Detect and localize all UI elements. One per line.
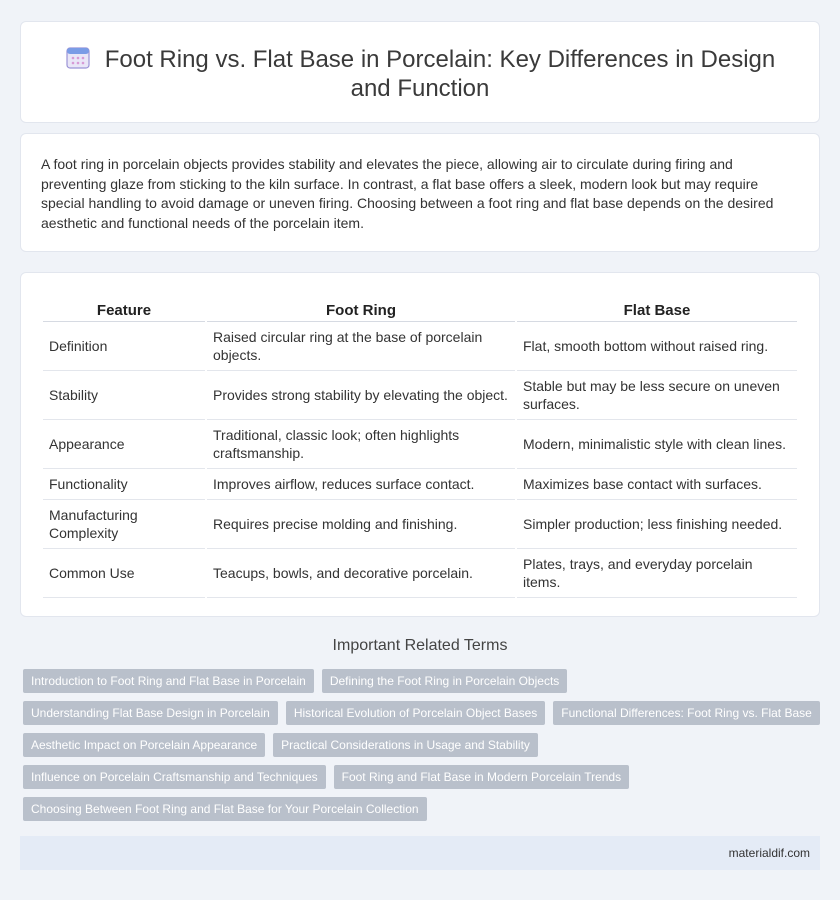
table-cell-flat-base: Stable but may be less secure on uneven surfaces. <box>517 371 797 420</box>
header-flat-base: Flat Base <box>517 297 797 322</box>
table-header-row <box>43 297 797 322</box>
footer <box>20 836 820 870</box>
related-terms-title: Important Related Terms <box>332 637 508 654</box>
table-cell-feature: Manufacturing Complexity <box>43 500 205 549</box>
table-cell-feature: Stability <box>43 371 205 420</box>
tag-row <box>23 797 823 821</box>
table-row <box>43 322 797 371</box>
table-row <box>43 371 797 420</box>
comparison-table-card <box>20 272 820 617</box>
related-term-tag[interactable]: Introduction to Foot Ring and Flat Base in Porcelain <box>23 669 314 693</box>
related-term-tag[interactable]: Choosing Between Foot Ring and Flat Base for Your Porcelain Collection <box>23 797 427 821</box>
table-row <box>43 420 797 469</box>
calendar-icon <box>65 44 91 70</box>
table-row <box>43 469 797 500</box>
header-card <box>20 21 820 123</box>
related-term-tag[interactable]: Historical Evolution of Porcelain Object Bases <box>286 701 545 725</box>
tag-row <box>23 765 823 789</box>
intro-card <box>20 133 820 252</box>
related-term-tag[interactable]: Understanding Flat Base Design in Porcelain <box>23 701 278 725</box>
table-row <box>43 549 797 598</box>
page-title: Foot Ring vs. Flat Base in Porcelain: Key Differences in Design and Function <box>104 46 776 102</box>
related-term-tag[interactable]: Functional Differences: Foot Ring vs. Flat Base <box>553 701 820 725</box>
header-foot-ring: Foot Ring <box>207 297 515 322</box>
table-cell-feature: Common Use <box>43 549 205 598</box>
footer-site-link[interactable]: materialdif.com <box>728 846 810 860</box>
table-cell-flat-base: Flat, smooth bottom without raised ring. <box>517 322 797 371</box>
table-cell-foot-ring: Improves airflow, reduces surface contact. <box>207 469 515 500</box>
table-cell-foot-ring: Provides strong stability by elevating the object. <box>207 371 515 420</box>
comparison-table <box>41 297 799 598</box>
related-term-tag[interactable]: Defining the Foot Ring in Porcelain Objects <box>322 669 567 693</box>
intro-paragraph: A foot ring in porcelain objects provides stability and elevates the piece, allowing air to circulate during firing and preventing glaze from sticking to the kiln surface. In contrast, a flat base offers a sleek, modern look but may require special handling to avoid damage or uneven firing. Choosing between a foot ring and flat base depends on the desired aesthetic and functional needs of the porcelain item. <box>41 156 774 231</box>
related-term-tag[interactable]: Aesthetic Impact on Porcelain Appearance <box>23 733 265 757</box>
table-cell-flat-base: Simpler production; less finishing needed. <box>517 500 797 549</box>
table-cell-feature: Appearance <box>43 420 205 469</box>
table-cell-flat-base: Maximizes base contact with surfaces. <box>517 469 797 500</box>
related-term-tag[interactable]: Foot Ring and Flat Base in Modern Porcelain Trends <box>334 765 629 789</box>
tag-row <box>23 669 823 693</box>
table-cell-foot-ring: Traditional, classic look; often highlights craftsmanship. <box>207 420 515 469</box>
table-cell-foot-ring: Requires precise molding and finishing. <box>207 500 515 549</box>
table-cell-foot-ring: Raised circular ring at the base of porcelain objects. <box>207 322 515 371</box>
header-feature: Feature <box>43 297 205 322</box>
table-cell-flat-base: Modern, minimalistic style with clean lines. <box>517 420 797 469</box>
tag-row <box>23 701 823 725</box>
tag-row <box>23 733 823 757</box>
page-title-wrap <box>51 44 789 103</box>
table-cell-foot-ring: Teacups, bowls, and decorative porcelain. <box>207 549 515 598</box>
related-term-tag[interactable]: Practical Considerations in Usage and Stability <box>273 733 538 757</box>
table-cell-feature: Definition <box>43 322 205 371</box>
related-terms-list <box>23 669 823 829</box>
table-cell-flat-base: Plates, trays, and everyday porcelain items. <box>517 549 797 598</box>
related-term-tag[interactable]: Influence on Porcelain Craftsmanship and Techniques <box>23 765 326 789</box>
table-row <box>43 500 797 549</box>
table-cell-feature: Functionality <box>43 469 205 500</box>
